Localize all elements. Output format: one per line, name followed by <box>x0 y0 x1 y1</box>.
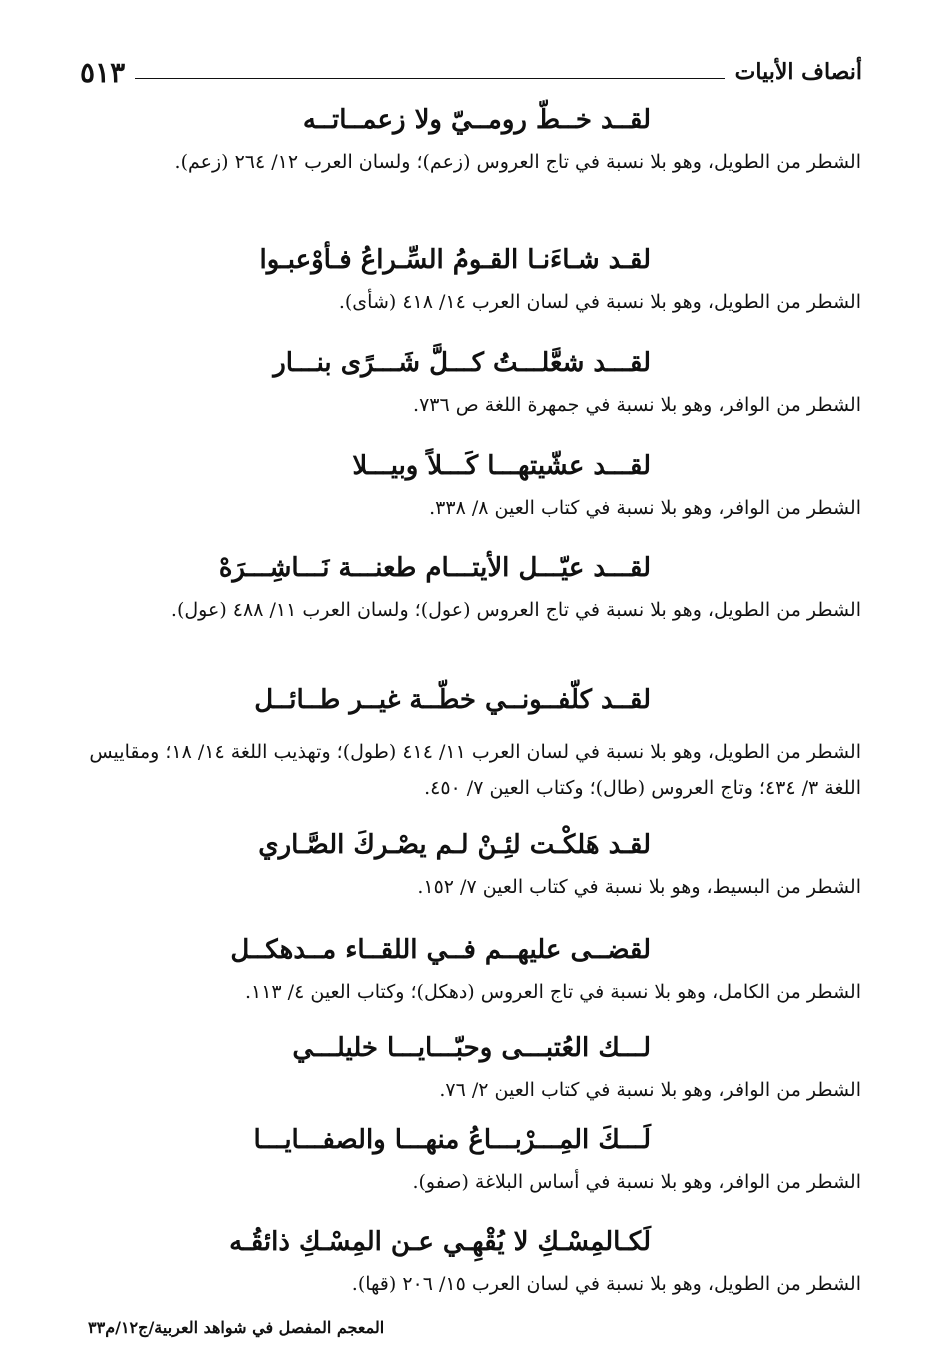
verse-line: لقـــد عشّيتهـــا كَـــلاً وبيـــلا <box>352 451 651 481</box>
entry-6 <box>71 680 861 806</box>
verse-line: لقـد هَلكْـت لئِـنْ لـم يصْـركَ الصَّـاري <box>258 830 651 860</box>
verse-line: لقــد خــطّ رومــيّ ولا زعمــاتــه <box>302 105 651 135</box>
entry-7 <box>71 825 861 905</box>
verse-line: لقضــى عليهــم فــي اللقــاء مــدهكــل <box>230 935 651 965</box>
verse-source-note: الشطر من الطويل، وهو بلا نسبة في لسان العرب ١٤/ ٤١٨ (شأى). <box>338 291 861 313</box>
entry-2 <box>71 240 861 320</box>
running-title: أنصاف الأبيات <box>734 59 862 85</box>
entry-3 <box>71 343 861 423</box>
verse-source-note: الشطر من الوافر، وهو بلا نسبة في أساس البلاغة (صفو). <box>412 1171 861 1193</box>
verse-source-note: الشطر من الكامل، وهو بلا نسبة في تاج العروس (دهكل)؛ وكتاب العين ٤/ ١١٣. <box>244 981 861 1003</box>
page-number: ٥١٣ <box>80 55 126 89</box>
verse-source-note: الشطر من الطويل، وهو بلا نسبة في تاج العروس (زعم)؛ ولسان العرب ١٢/ ٢٦٤ (زعم). <box>174 151 861 173</box>
entry-4 <box>71 446 861 526</box>
entry-11 <box>71 1222 861 1302</box>
verse-line: لَـــكَ المِـــرْبـــاعُ منهـــا والصفـــايـــا <box>253 1125 651 1155</box>
entry-10 <box>71 1120 861 1200</box>
entry-5 <box>71 548 861 628</box>
entry-1 <box>71 100 861 180</box>
verse-line: لقـــد شعَّلـــتُ كـــلَّ شَـــرًى بنـــار <box>273 348 651 378</box>
page-header <box>80 52 862 92</box>
verse-line: لـــك العُتبـــى وحبّـــايـــا خليلـــي <box>292 1033 651 1063</box>
entry-9 <box>71 1028 861 1108</box>
header-rule <box>135 78 725 79</box>
verse-source-note: الشطر من البسيط، وهو بلا نسبة في كتاب العين ٧/ ١٥٢. <box>417 876 861 898</box>
verse-source-note: الشطر من الوافر، وهو بلا نسبة في كتاب العين ٨/ ٣٣٨. <box>429 497 861 519</box>
verse-line: لقـد شـاءَنـا القـومُ السِّـراعُ فـأوْعبـوا <box>259 245 651 275</box>
verse-source-note: الشطر من الوافر، وهو بلا نسبة في كتاب العين ٢/ ٧٦. <box>439 1079 861 1101</box>
entry-8 <box>71 930 861 1010</box>
page-footer: المعجم المفصل في شواهد العربية/ج١٢/م٣٣ <box>88 1318 385 1337</box>
verse-line: لَكـالمِسْـكِ لا يُقْهِـي عـن المِسْـكِ ذائقُـه <box>229 1227 651 1257</box>
verse-source-note: الشطر من الطويل، وهو بلا نسبة في لسان العرب ١٥/ ٢٠٦ (قها). <box>351 1273 861 1295</box>
verse-source-note: الشطر من الطويل، وهو بلا نسبة في تاج العروس (عول)؛ ولسان العرب ١١/ ٤٨٨ (عول). <box>170 599 861 621</box>
verse-source-note: الشطر من الوافر، وهو بلا نسبة في جمهرة اللغة ص ٧٣٦. <box>413 394 861 416</box>
verse-line: لقـــد عيّـــل الأيتـــام طعنـــة نَـــاشِـــرَهْ <box>218 553 651 583</box>
verse-line: لقــد كلّفــونــي خطّــة غيــر طــائــل <box>254 685 651 715</box>
verse-source-note: الشطر من الطويل، وهو بلا نسبة في لسان العرب ١١/ ٤١٤ (طول)؛ وتهذيب اللغة ١٤/ ١٨؛ ومقاييس اللغة ٣/ ٤٣٤؛ وتاج العروس (طال)؛ وكتاب العين ٧/ ٤٥٠. <box>89 741 861 799</box>
